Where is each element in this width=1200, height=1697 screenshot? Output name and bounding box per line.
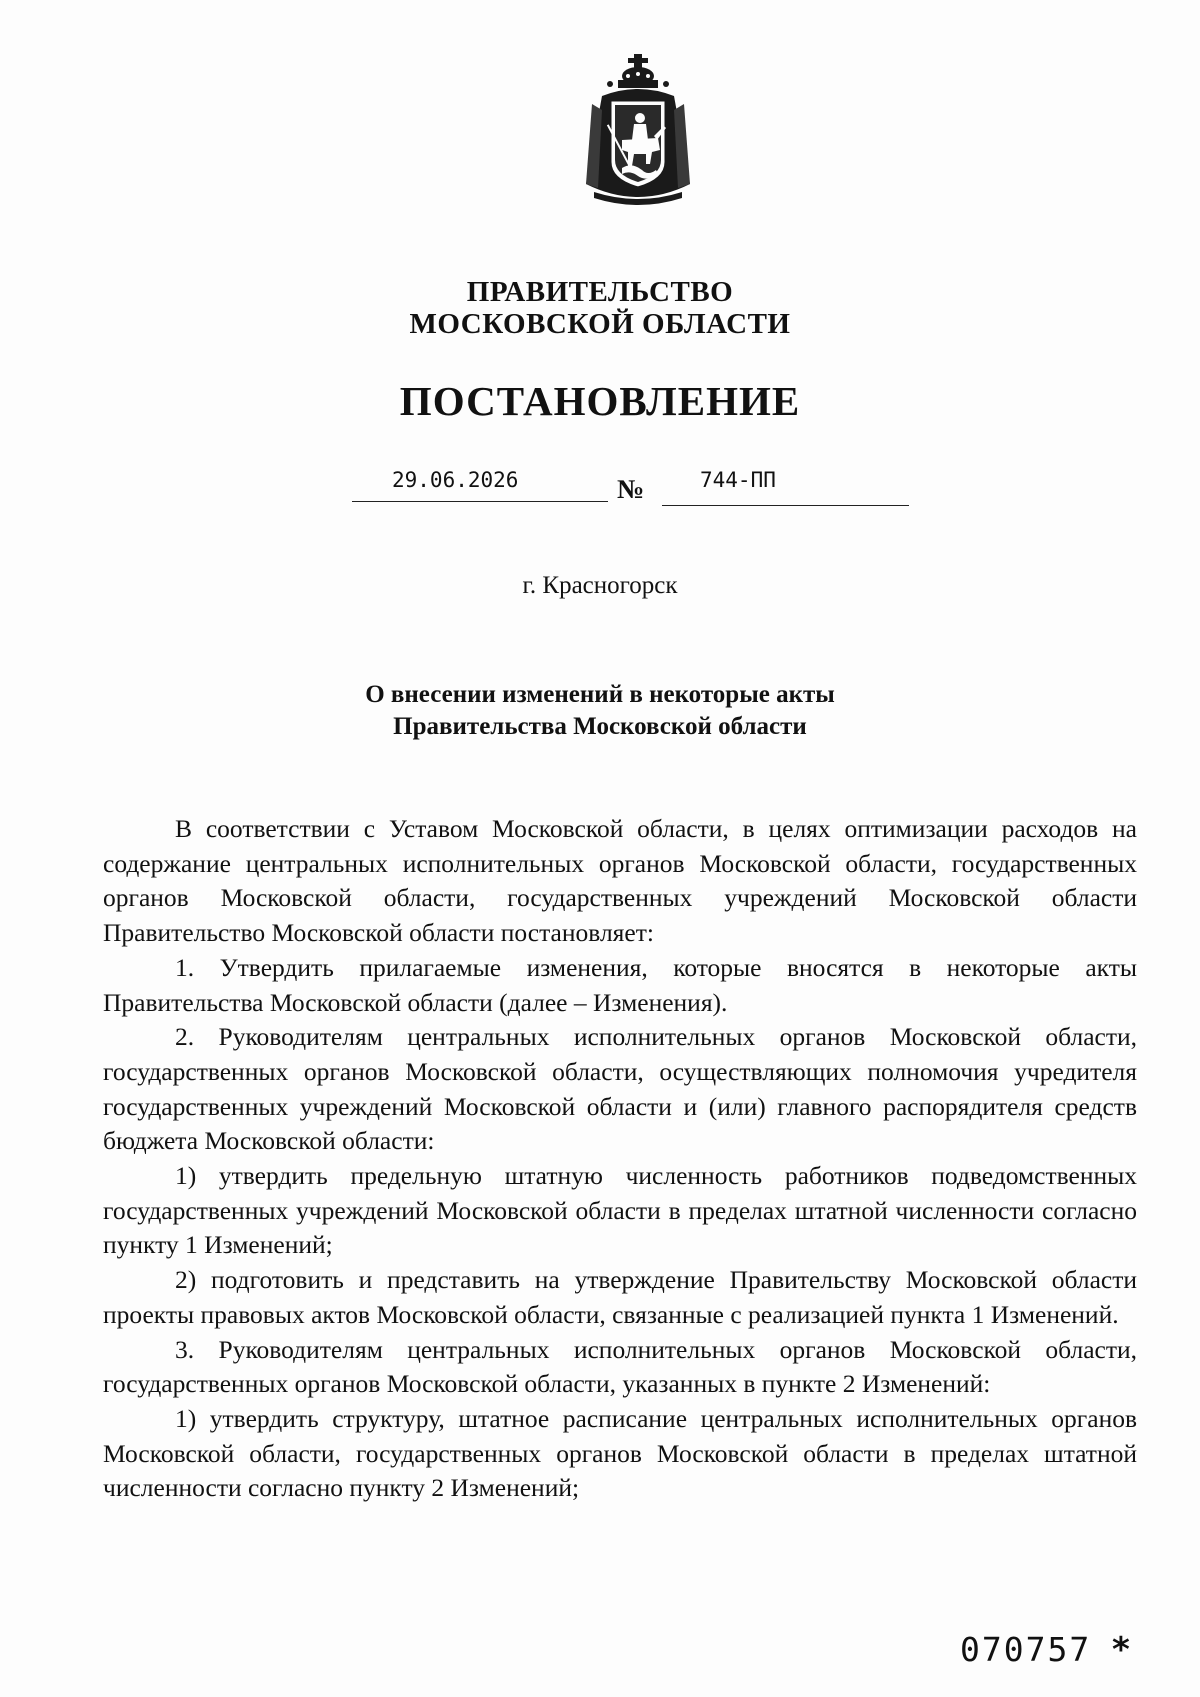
document-body [103, 812, 1137, 1506]
number-sign: № [617, 474, 645, 504]
org-name-line1: ПРАВИТЕЛЬСТВО [466, 276, 734, 308]
paragraph-subitem-2-1: 1) утвердить предельную штатную численность работников подведомственных государственных учреждений Московской области в пределах штатной численности согласно пункту 1 Изменений; [103, 1161, 1137, 1260]
coat-of-arms-icon [582, 52, 694, 212]
paragraph-item-2: 2. Руководителям центральных исполнительных органов Московской области, государственных органов Московской области, осуществляющих полномочия учредителя государственных учреждений Московской области и (или) главного распорядителя средств бюджета Московской области: [103, 1022, 1137, 1156]
city: г. Красногорск [522, 572, 678, 599]
paragraph-item-1: 1. Утвердить прилагаемые изменения, которые вносятся в некоторые акты Правительства Московской области (далее – Изменения). [103, 952, 1137, 1017]
document-type-title: ПОСТАНОВЛЕНИЕ [399, 378, 801, 424]
serial-number: 070757 [960, 1630, 1092, 1669]
paragraph-preamble: В соответствии с Уставом Московской области, в целях оптимизации расходов на содержание центральных исполнительных органов Московской области, государственных органов Московской области, государственных учреждений Московской области Правительство Московской области постановляет: [103, 814, 1137, 948]
document-number: 744-ПП [700, 468, 776, 492]
document-date: 29.06.2026 [392, 468, 519, 492]
org-name-line2: МОСКОВСКОЙ ОБЛАСТИ [409, 308, 791, 340]
paragraph-subitem-3-1: 1) утвердить структуру, штатное расписание центральных исполнительных органов Московской области, государственных органов Московской области в пределах штатной численности согласно пункту 2 Изменений; [103, 1403, 1137, 1503]
paragraph-subitem-2-2: 2) подготовить и представить на утверждение Правительству Московской области проекты правовых актов Московской области, связанные с реализацией пункта 1 Изменений. [103, 1265, 1137, 1329]
subject-line2: Правительства Московской области [393, 713, 807, 740]
asterisk-mark: * [1112, 1630, 1130, 1670]
subject-line1: О внесении изменений в некоторые акты [365, 681, 835, 708]
paragraph-item-3: 3. Руководителям центральных исполнительных органов Московской области, государственных органов Московской области, указанных в пункте 2 Изменений: [103, 1334, 1137, 1399]
number-underline [662, 505, 909, 506]
date-underline [352, 501, 608, 502]
